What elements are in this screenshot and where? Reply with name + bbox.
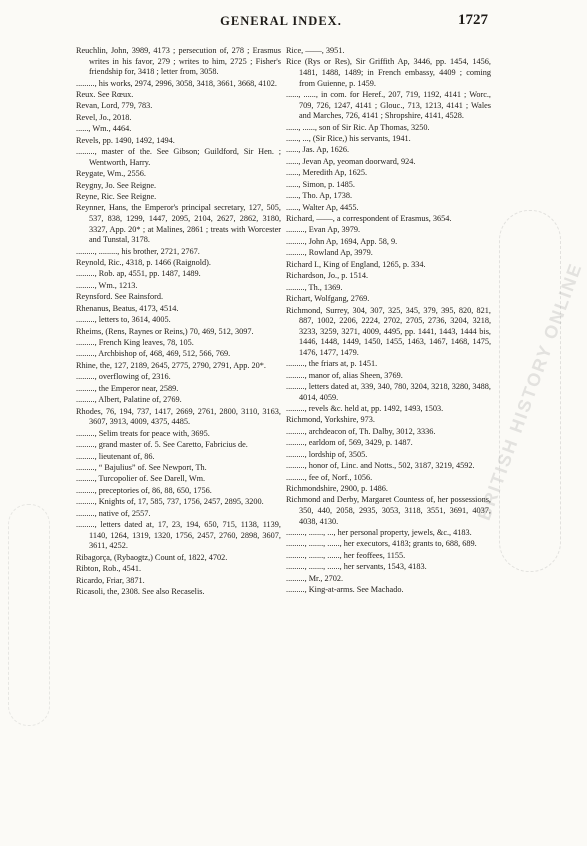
index-entry: ........., Albert, Palatine of, 2769. [76,395,182,405]
index-entry: Richart, Wolfgang, 2769. [286,294,370,304]
index-entry: ........., archdeacon of, Th. Dalby, 3012, 3336. [286,426,436,436]
index-entry: Revels, pp. 1490, 1492, 1494. [76,135,175,145]
index-entry: Richmond, Yorkshire, 973. [286,415,375,425]
index-entry: ........., letters dated at, 339, 340, 780, 3204, 3218, 3280, 3488, 4014, 4059. [286,382,491,402]
page-header [76,14,486,36]
index-entry: ......, Jevan Ap, yeoman doorward, 924. [286,156,416,166]
index-entry: ........., Rowland Ap, 3979. [286,248,373,258]
index-entry: ......, ..., (Sir Rice,) his servants, 1941. [286,133,411,143]
index-entry: ........., French King leaves, 78, 105. [76,338,194,348]
index-entry: ........., manor of, alias Sheen, 3769. [286,370,403,380]
index-entry: ......, Jas. Ap, 1626. [286,145,350,155]
index-entry: Reygate, Wm., 2556. [76,169,146,179]
index-entry: ........., Selim treats for peace with, 3695. [76,428,210,438]
index-entry: Ricasoli, the, 2308. See also Recaselis. [76,586,205,596]
index-entry: Reux. See Rœux. [76,89,134,99]
index-entry: ......, Wm., 4464. [76,124,132,134]
index-entry: ......, ......, in com. for Heref., 207, 719, 1192, 4141 ; Worc., 709, 726, 1247, 4141 ; Glouc., 713, 1213, 4141 ; Wales and Marches, 726, 4141 ; Shropshire, 4141, 4528. [286,89,491,121]
index-entry: Richard, ——, a correspondent of Erasmus, 3654. [286,214,452,223]
index-entry: Ribton, Rob., 4541. [76,564,142,574]
index-entry: ........., letters dated at, 17, 23, 194, 650, 715, 1138, 1139, 1140, 1264, 1319, 1320, 1756, 2457, 2760, 2898, 3607, 3611, 4252. [76,520,281,551]
index-entry: ........., grand master of. 5. See Caretto, Fabricius de. [76,440,248,450]
index-entry: ......, Meredith Ap, 1625. [286,168,368,178]
index-entry: ........., Evan Ap, 3979. [286,225,361,235]
index-entry: ........., Rob. ap, 4551, pp. 1487, 1489. [76,269,201,279]
index-entry: ........., earldom of, 569, 3429, p. 1487. [286,438,413,448]
index-entry: ......, Simon, p. 1485. [286,179,355,189]
index-entry: ........., Wm., 1213. [76,280,138,290]
index-entry: ........., John Ap, 1694, App. 58, 9. [286,236,398,246]
index-entry: Rheims, (Rens, Raynes or Reins,) 70, 469, 512, 3097. [76,326,254,336]
index-entry: ........., overflowing of, 2316. [76,372,171,382]
index-entry: ........., King-at-arms. See Machado. [286,585,404,595]
index-entry: Richard I., King of England, 1265, p. 334. [286,259,426,269]
index-entry: ........., Archbishop of, 468, 469, 512, 566, 769. [76,349,231,359]
index-entry: Reynold, Ric., 4318, p. 1466 (Raignold). [76,257,211,267]
index-entry: Rhodes, 76, 194, 737, 1417, 2669, 2761, 2800, 3110, 3163, 3607, 3913, 4009, 4375, 4485. [76,406,281,427]
index-entry: ........., ......., ......, her feoffees, 1155. [286,550,406,560]
index-entry: Richmond and Derby, Margaret Countess of, her possessions, 350, 440, 2058, 2935, 3053, 3118, 3551, 3691, 4037, 4038, 4130. [286,495,491,526]
index-entry: ......, ......, son of Sir Ric. Ap Thomas, 3250. [286,122,430,132]
index-entry: ........., lordship of, 3505. [286,449,368,459]
index-entry: ........., “ Bajulius” of. See Newport, Th. [76,462,207,472]
index-entry: ........., revels &c. held at, pp. 1492, 1493, 1503. [286,403,444,413]
index-entry: ........., ......., ......, her servants, 1543, 4183. [286,562,427,572]
watermark-text: BRITISH HISTORY ONLINE [473,259,586,523]
index-entry: ........., fee of, Norf., 1056. [286,472,373,482]
index-entry: Rhenanus, Beatus, 4173, 4514. [76,303,179,313]
index-entry: Reyne, Ric. See Reigne. [76,192,157,202]
index-entry: Reynsford. See Rainsford. [76,292,164,302]
index-entry: ........., Turcopolier of. See Darell, Wm. [76,474,206,484]
index-entry: ........., his works, 2974, 2996, 3058, 3418, 3661, 3668, 4102. [76,78,277,88]
index-entry: ........., native of, 2557. [76,508,151,518]
index-column-left [76,46,281,598]
index-entry: ......, Walter Ap, 4455. [286,202,359,212]
index-entry: ........., preceptories of, 86, 88, 650, 1756. [76,485,212,495]
index-entry: Ricardo, Friar, 3871. [76,575,145,585]
index-entry: ........., letters to, 3614, 4005. [76,315,171,325]
watermark [473,210,586,572]
index-column-right [286,46,491,597]
index-entry: ........., ........., his brother, 2721, 2767. [76,246,200,256]
page-number: 1727 [458,12,488,28]
index-entry: ........., master of the. See Gibson; Guildford, Sir Hen. ; Wentworth, Harry. [76,147,281,167]
index-entry: ........., honor of, Linc. and Notts., 502, 3187, 3219, 4592. [286,461,475,471]
index-entry: Richmondshire, 2900, p. 1486. [286,484,388,494]
index-entry: Rice (Rys or Res), Sir Griffith Ap, 3446, pp. 1454, 1456, 1481, 1488, 1489; in French embassy, 4409 ; coming from Guienne, p. 1459. [286,57,491,88]
index-entry: Reuchlin, John, 3989, 4173 ; persecution of, 278 ; Erasmus writes in his favor, 279 ; writes to him, 2725 ; Fisher's friendship for, 3418 ; letter from, 3058. [76,46,281,77]
watermark-shape [8,504,50,726]
index-entry: ........., ......., ..., her personal property, jewels, &c., 4183. [286,528,472,538]
index-entry: Reygny, Jo. See Reigne. [76,180,157,190]
index-entry: ........., Mr., 2702. [286,573,344,583]
index-entry: ........., ......., ......, her executors, 4183; grants to, 688, 689. [286,539,477,549]
index-entry: ........., lieutenant of, 86. [76,451,155,461]
index-entry: Richmond, Surrey, 304, 307, 325, 345, 379, 395, 820, 821, 887, 1002, 2206, 2224, 2702, 2705, 2736, 3204, 3218, 3233, 3259, 3271, 4009, 4495, pp. 1441, 1443, 1444 bis, 1446, 1448, 1449, 1450, 1455, 1463, 1467, 1468, 1475, 1476, 1477, 1479. [286,305,491,357]
index-entry: Reynner, Hans, the Emperor's principal secretary, 127, 505, 537, 838, 1299, 1447, 2095, 2104, 2627, 2862, 3180, 3327, App. 20* ; at Malines, 2861 ; treats with Worcester and Tunstal, 3178. [76,203,281,245]
index-entry: Ribagorça, (Rybaogtz,) Count of, 1822, 4702. [76,552,228,562]
index-entry: ........., the friars at, p. 1451. [286,359,378,369]
index-entry: Rhine, the, 127, 2189, 2645, 2775, 2790, 2791, App. 20*. [76,360,266,370]
index-entry: ........., Knights of, 17, 585, 737, 1756, 2457, 2895, 3200. [76,497,264,507]
index-entry: Richardson, Jo., p. 1514. [286,271,369,281]
page-title: GENERAL INDEX. [220,14,342,28]
index-entry: ........., the Emperor near, 2589. [76,383,179,393]
index-entry: ........., Th., 1369. [286,282,343,292]
index-entry: Revel, Jo., 2018. [76,112,132,122]
index-entry: ......, Tho. Ap, 1738. [286,191,353,201]
index-entry: Revan, Lord, 779, 783. [76,101,153,111]
index-entry: Rice, ——, 3951. [286,46,345,55]
